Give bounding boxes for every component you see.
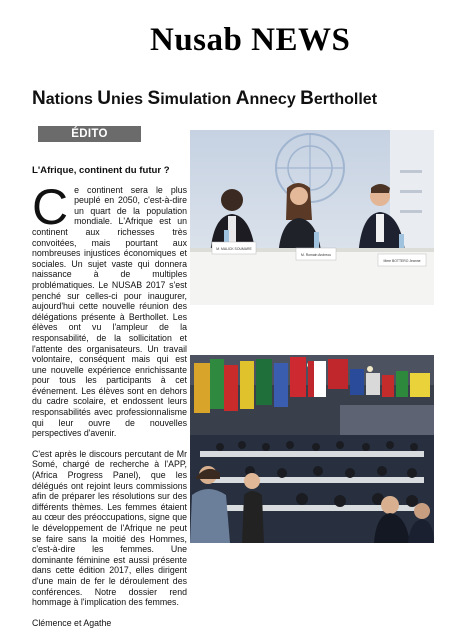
nameplate-2: M. Romain Andreou [301,253,331,257]
subtitle-word: Unies [97,88,148,109]
drop-cap: C [32,178,69,235]
masthead-title: Nusab NEWS [150,22,351,58]
subtitle [32,88,377,110]
subtitle-word: Simulation [147,88,236,109]
photo-panel-illustration [190,130,434,305]
article-column [32,166,187,628]
photo-panel-speakers [190,130,434,305]
nameplate-3: Mme BOTTERO Jeanne [383,259,421,263]
photo-assembly-hall [190,355,434,543]
subtitle-word: Annecy [235,88,301,109]
nameplate-1: M. MALICK SOUMARE [216,247,252,251]
subtitle-word: Nations [32,88,98,109]
article-heading: L'Afrique, continent du futur ? [32,165,170,176]
article-paragraph-2: C'est après le discours percutant de Mr Somé, chargé de recherche à l'APP, (Africa Progress Panel), que les délégués ont rejoint leurs commissions afin de préparer les résolutions sur des différents thèmes. Les femmes étaient au cœur des préoccupations, signe que le développement de l'Afrique ne peut se faire sans la moitié des Hommes, c'est-à-dire les femmes. Une dominante féminine est aussi présente dans cette édition 2017, elles dirigent d'une main de fer le déroulement des conférences. Notre dossier rend hommage à l'implication des femmes. [32,448,187,608]
photo-hall-illustration [190,355,434,543]
section-label-edito: ÉDITO [38,126,141,142]
subtitle-word: Berthollet [300,88,378,109]
article-signature: Clémence et Agathe [32,617,112,628]
article-paragraph-1: Ce continent sera le plus peuplé en 2050, c'est-à-dire un quart de la population mondiale. L'Afrique est un continent aux richesses très convoitées, mais pourtant aux nombreuses injustices économiques et sociales. Un sujet vaste qui donnera naissance à de multiples problématiques. Le NUSAB 2017 s'est penché sur celles-ci pour inaugurer, aujourd'hui cette nouvelle réunion des délégations présente à Berthollet. Les élèves ont vu l'ampleur de la responsabilité, de la sollicitation et l'attente des organisateurs. Un travail volontaire, conséquent mais qui est une nouvelle expérience enrichissante pour tous les participants à cet événement. Les élèves sont en dehors du cadre scolaire, et endossent leurs responsabilités avec professionnalisme qui leur ouvre de nouvelles perspectives d'avenir. [32,178,187,439]
